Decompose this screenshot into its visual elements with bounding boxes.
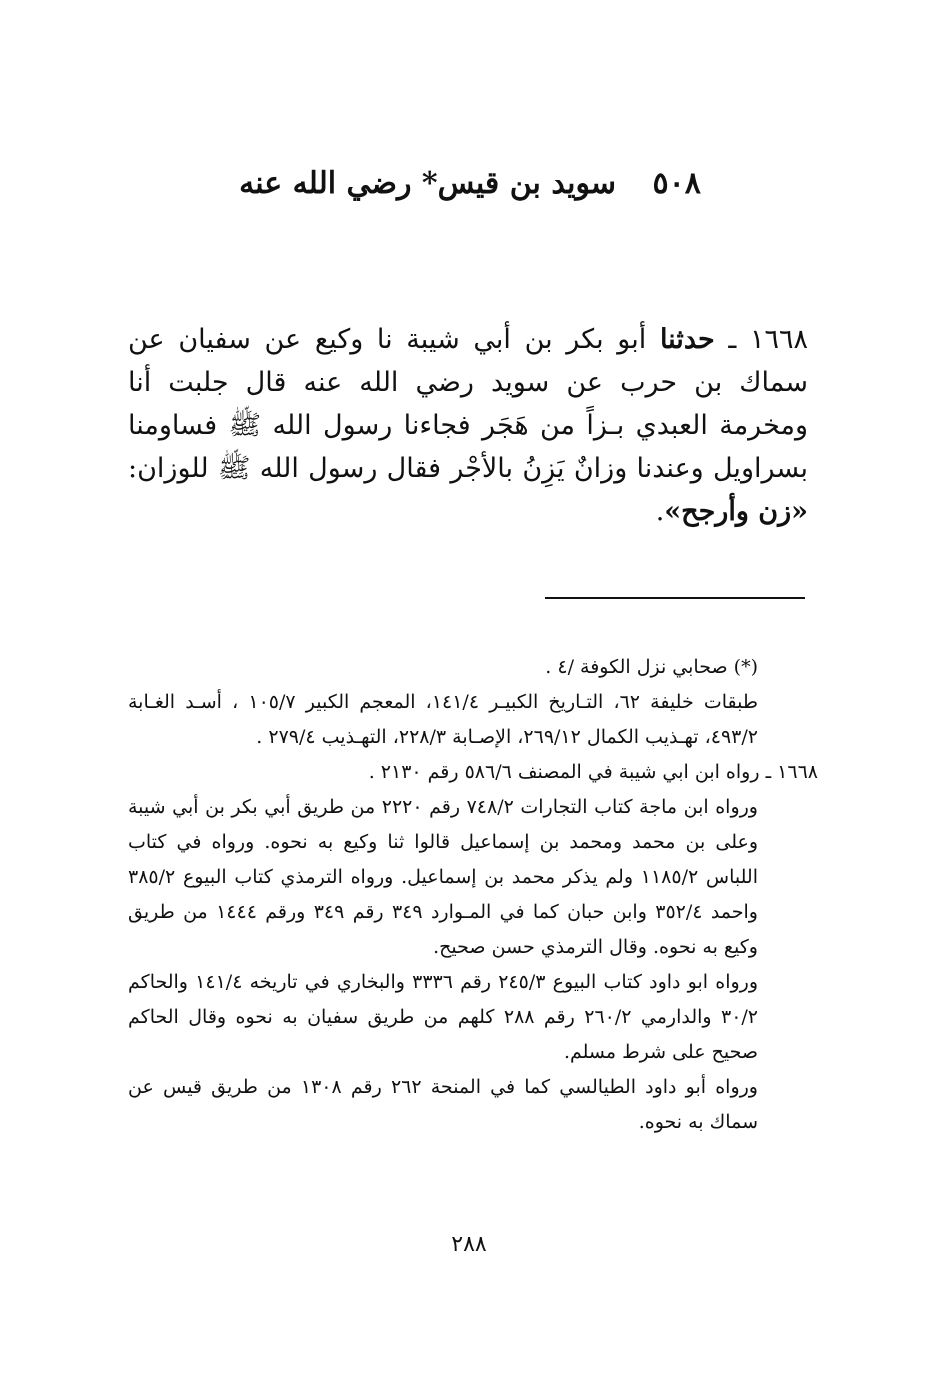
footnotes xyxy=(128,650,818,1140)
footnote-marker: (*) xyxy=(733,656,758,678)
chapter-heading xyxy=(200,166,740,201)
hadith-number: ١٦٦٨ ـ xyxy=(728,324,808,355)
footnote-hadith xyxy=(128,755,818,1140)
footnote-star xyxy=(128,650,818,755)
page-number: ٢٨٨ xyxy=(451,1232,487,1257)
footnote-hadith-first-line xyxy=(128,755,818,790)
hadith-quote: «زن وأرجح» xyxy=(664,496,808,527)
footnote-divider xyxy=(545,597,805,599)
footnote-hadith-number: ١٦٦٨ ـ xyxy=(765,761,818,783)
hadith-opening: حدثنا xyxy=(659,324,715,355)
footnote-hadith-para2: ورواه ابو داود كتاب البيوع ٢٤٥/٣ رقم ٣٣٣٦ والبخاري في تاريخه ١٤١/٤ والحاكم ٣٠/٢ والدارمي ٢٦٠/٢ رقم ٢٨٨ كلهم من طريق سفيان به نحوه وقال الحاكم صحيح على شرط مسلم. xyxy=(128,971,759,1063)
footnote-hadith-para1: ورواه ابن ماجة كتاب التجارات ٧٤٨/٢ رقم ٢٢٢٠ من طريق أبي بكر بن أبي شيبة وعلى بن محمد ومحمد بن إسماعيل قالوا ثنا وكيع به نحوه. ورواه في كتاب اللباس ١١٨٥/٢ ولم يذكر محمد بن إسماعيل. ورواه الترمذي كتاب البيوع ٣٨٥/٢ واحمد ٣٥٢/٤ وابن حبان كما في المـوارد ٣٤٩ رقم ٣٤٩ ورقم ١٤٤٤ من طريق وكيع به نحوه. وقال الترمذي حسن صحيح. xyxy=(128,796,758,958)
chapter-number: ٥٠٨ xyxy=(652,166,701,201)
footnote-hadith-first: رواه ابن ابي شيبة في المصنف ٥٨٦/٦ رقم ٢١٣٠ . xyxy=(368,761,760,783)
chapter-title: سويد بن قيس* رضي الله عنه xyxy=(239,166,617,201)
hadith-text xyxy=(128,318,808,533)
footnote-star-line xyxy=(128,650,818,685)
hadith-body: أبو بكر بن أبي شيبة نا وكيع عن سفيان عن سماك بن حرب عن سويد رضي الله عنه قال جلبت أنا ومخرمة العبدي بـزاً من هَجَر فجاءنا رسول الله ﷺ فساومنا بسراويل وعندنا وزانٌ يَزِنُ بالأجْر فقال رسول الله ﷺ للوزان: xyxy=(128,324,808,484)
footnote-star-text: صحابي نزل الكوفة /٤ . xyxy=(545,656,728,678)
footnote-hadith-para3: ورواه أبو داود الطيالسي كما في المنحة ٢٦٢ رقم ١٣٠٨ من طريق قيس عن سماك به نحوه. xyxy=(128,1076,758,1133)
footnote-star-sources: طبقات خليفة ٦٢، التـاريخ الكبيـر ١٤١/٤، المعجم الكبير ١٠٥/٧ ، أسـد الغـابة ٤٩٣/٢، تهـذيب الكمال ٢٦٩/١٢، الإصـابة ٢٢٨/٣، التهـذيب ٢٧٩/٤ . xyxy=(128,691,758,748)
hadith-end: . xyxy=(655,496,665,527)
